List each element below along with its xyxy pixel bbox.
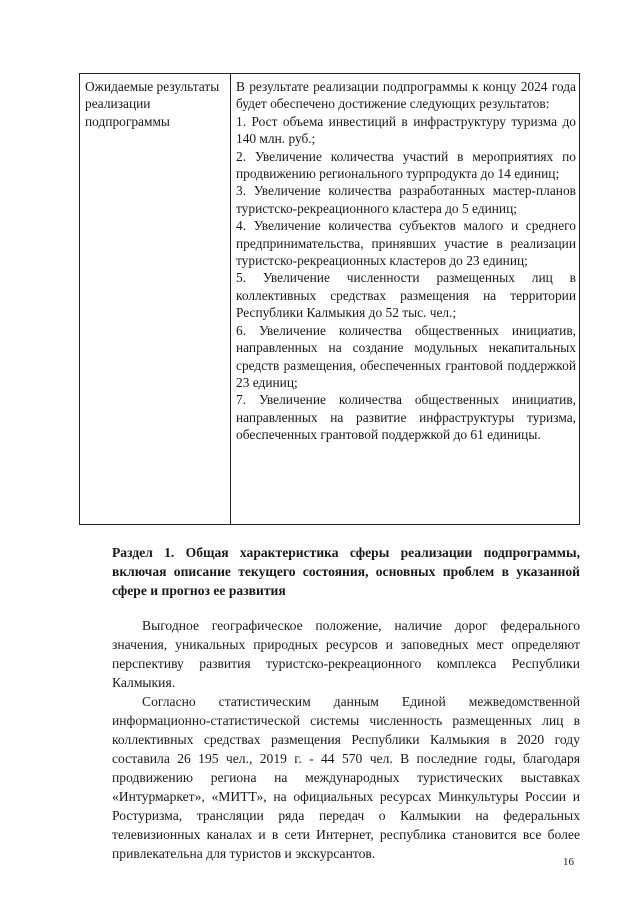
table-label-cell: Ожидаемые результаты реализации подпрограммы <box>85 79 220 129</box>
table-column-divider <box>230 74 231 524</box>
results-intro: В результате реализации подпрограммы к концу 2024 года будет обеспечено достижение следующих результатов: <box>236 79 576 112</box>
page-number: 16 <box>563 856 574 868</box>
result-item: 7. Увеличение количества общественных инициатив, направленных на развитие инфраструктуры туризма, обеспеченных грантовой поддержкой до 61 единицы. <box>236 392 576 443</box>
result-item: 5. Увеличение численности размещенных лиц в коллективных средствах размещения на территории Республики Калмыкия до 52 тыс. чел.; <box>236 270 576 321</box>
result-item: 4. Увеличение количества субъектов малого и среднего предпринимательства, принявших участие в реализации туристско-рекреационных кластеров до 23 единиц; <box>236 218 576 269</box>
result-item: 6. Увеличение количества общественных инициатив, направленных на создание модульных некапитальных средств размещения, обеспеченных грантовой поддержкой 23 единиц; <box>236 322 576 390</box>
table-content-cell <box>236 78 576 444</box>
expected-results-table <box>79 73 580 525</box>
result-item: 2. Увеличение количества участий в мероприятиях по продвижению регионального турпродукта до 14 единиц; <box>236 148 576 182</box>
body-paragraph: Согласно статистическим данным Единой межведомственной информационно-статистической системы численность размещенных лиц в коллективных средствах размещения Республики Калмыкия в 2020 году составила 26 195 чел., 2019 г. - 44 570 чел. В последние годы, благодаря продвижению региона на международных туристических выставках «Интурмаркет», «МИТТ», на официальных ресурсах Минкультуры России и Ростуризма, трансляции ряда передач о Калмыкии на федеральных телевизионных каналах и в сети Интернет, республика становится все более привлекательна для туристов и экскурсантов. <box>112 694 580 861</box>
section-heading: Раздел 1. Общая характеристика сферы реализации подпрограммы, включая описание текущего состояния, основных проблем в указанной сфере и прогноз ее развития <box>112 545 580 598</box>
result-item: 3. Увеличение количества разработанных мастер-планов туристско-рекреационного кластера до 5 единиц; <box>236 183 576 216</box>
result-item: 1. Рост объема инвестиций в инфраструктуру туризма до 140 млн. руб.; <box>236 113 576 147</box>
body-paragraph: Выгодное географическое положение, наличие дорог федерального значения, уникальных природных ресурсов и заповедных мест определяют перспективу развития туристско-рекреационного комплекса Республики Калмыкия. <box>112 618 580 690</box>
section-body <box>112 616 580 863</box>
